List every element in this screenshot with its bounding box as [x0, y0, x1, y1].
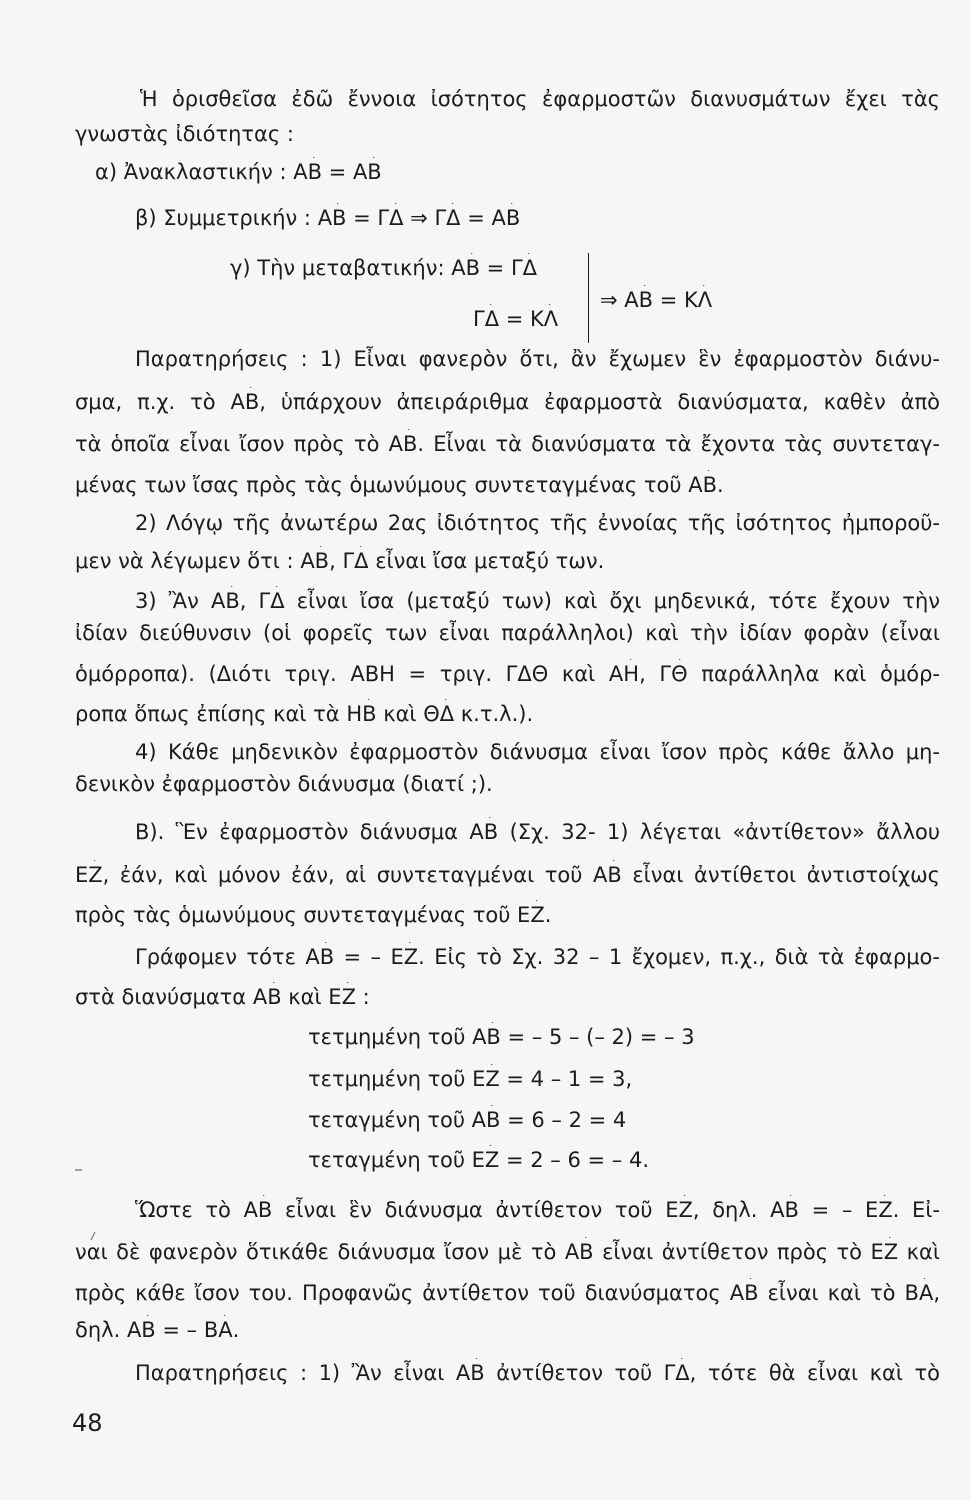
vector-symbol: ΚΛ: [530, 304, 558, 332]
text-line: 3) Ἂν AB, ΓΔ εἶναι ἴσα (μεταξύ των) καὶ ὄχι μηδενικά, τότε ἔχουν τὴν: [75, 586, 940, 614]
vector-symbol: ΓΔ: [473, 304, 499, 332]
text-line: τὰ ὁποῖα εἶναι ἴσον πρὸς τὸ AB. Εἶναι τὰ διανύσματα τὰ ἔχοντα τὰς συντεταγ-: [75, 429, 940, 457]
text-line: EZ, ἐάν, καὶ μόνον ἐάν, αἱ συντεταγμέναι τοῦ AB εἶναι ἀντίθετοι ἀντιστοίχως: [75, 860, 940, 888]
vector-symbol: AB: [305, 942, 334, 970]
text-line: σμα, π.χ. τὸ AB, ὑπάρχουν ἀπειράριθμα ἐφαρμοστὰ διανύσματα, καθὲν ἀπὸ: [75, 387, 940, 415]
text-line: πρὸς τὰς ὁμωνύμους συντεταγμένας τοῦ EZ.: [75, 900, 940, 928]
vector-symbol: ΓΔ: [342, 546, 368, 574]
vector-symbol: AB: [456, 1358, 485, 1386]
text-line: Παρατηρήσεις : 1) Εἶναι φανερὸν ὅτι, ἂν ἔχωμεν ἓν ἐφαρμοστὸν διάνυ-: [135, 347, 940, 371]
formula-line: τετμημένη τοῦ AB = – 5 – (– 2) = – 3: [308, 1022, 695, 1050]
text-line: πρὸς κάθε ἴσον του. Προφανῶς ἀντίθετον τοῦ διανύσματος AB εἶναι καὶ τὸ BA,: [75, 1278, 940, 1306]
vector-symbol: ΘΔ: [423, 699, 454, 727]
page-number: 48: [72, 1409, 103, 1437]
vector-symbol: AB: [389, 429, 418, 457]
vector-symbol: BA: [204, 1315, 233, 1343]
text-line: δηλ. AB = – BA.: [75, 1315, 940, 1343]
vector-symbol: EZ: [871, 1237, 899, 1265]
vector-symbol: HB: [346, 699, 376, 727]
vector-symbol: BA: [905, 1278, 934, 1306]
text-line: 4) Κάθε μηδενικὸν ἐφαρμοστὸν διάνυσμα εἶναι ἴσον πρὸς κάθε ἄλλο μη-: [135, 740, 940, 764]
vector-symbol: EZ: [865, 1195, 893, 1223]
property-symmetric: β) Συμμετρικήν : AB = ΓΔ ⇒ ΓΔ = AB: [75, 203, 520, 231]
vector-symbol: AB: [300, 546, 329, 574]
vector-symbol: AB: [472, 1105, 501, 1133]
transitive-premise: ΓΔ = ΚΛ: [473, 304, 558, 332]
text-line: γνωστὰς ἰδιότητας :: [75, 122, 294, 146]
vector-symbol: EZ: [75, 860, 103, 888]
vector-symbol: EZ: [390, 942, 418, 970]
formula-line: τεταγμένη τοῦ AB = 6 – 2 = 4: [308, 1105, 626, 1133]
text-line: Β). Ἓν ἐφαρμοστὸν διάνυσμα AB (Σχ. 32- 1) λέγεται «ἀντίθετον» ἄλλου: [75, 817, 940, 845]
text-line: Παρατηρήσεις : 1) Ἂν εἶναι AB ἀντίθετον τοῦ ΓΔ, τότε θὰ εἶναι καὶ τὸ: [75, 1358, 940, 1386]
text-line: στὰ διανύσματα AB καὶ EZ :: [75, 982, 940, 1010]
text-line: μένας των ἴσας πρὸς τὰς ὁμωνύμους συντεταγμένας τοῦ AB.: [75, 470, 940, 498]
vector-symbol: AB: [293, 157, 322, 185]
property-reflexive: α) Ἀνακλαστικήν : AB = AB: [75, 157, 382, 185]
vector-symbol: AB: [688, 470, 717, 498]
vector-symbol: EZ: [328, 982, 356, 1010]
property-transitive: γ) Τὴν μεταβατικήν: AB = ΓΔ: [75, 253, 537, 281]
vector-symbol: AB: [244, 1195, 273, 1223]
vector-symbol: ΓΔ: [511, 253, 537, 281]
vector-symbol: AB: [318, 203, 347, 231]
vector-symbol: AB: [491, 203, 520, 231]
vector-symbol: ΓΔ: [259, 586, 285, 614]
vector-symbol: AB: [127, 1315, 156, 1343]
formula-line: τετμημένη τοῦ EZ = 4 – 1 = 3,: [308, 1064, 632, 1092]
vector-symbol: AB: [565, 1237, 594, 1265]
vector-symbol: AB: [211, 586, 240, 614]
text-line: δενικὸν ἐφαρμοστὸν διάνυσμα (διατί ;).: [75, 772, 493, 796]
text-line: ἰδίαν διεύθυνσιν (οἱ φορεῖς των εἶναι παράλληλοι) καὶ τὴν ἰδίαν φορὰν (εἶναι: [75, 621, 940, 645]
vector-symbol: AB: [472, 1022, 501, 1050]
text-line: Ὥστε τὸ AB εἶναι ἓν διάνυσμα ἀντίθετον τοῦ EZ, δηλ. AB = – EZ. Εἰ-: [75, 1195, 940, 1223]
vector-symbol: AB: [730, 1278, 759, 1306]
vector-symbol: ΓΔ: [434, 203, 460, 231]
vector-symbol: ΚΛ: [684, 285, 712, 313]
vector-symbol: EZ: [517, 900, 545, 928]
vector-symbol: AB: [231, 387, 260, 415]
vector-symbol: AB: [353, 157, 382, 185]
brace-divider: [582, 253, 589, 343]
vector-symbol: AB: [624, 285, 653, 313]
text-line: Ἡ ὁρισθεῖσα ἐδῶ ἔννοια ἰσότητος ἐφαρμοστῶν διανυσμάτων ἔχει τὰς: [140, 87, 940, 111]
vector-symbol: AB: [253, 982, 282, 1010]
vector-symbol: ΓΔ: [377, 203, 403, 231]
vector-symbol: EZ: [665, 1195, 693, 1223]
vector-symbol: AH: [609, 659, 639, 687]
vector-symbol: AB: [593, 860, 622, 888]
vector-symbol: EZ: [472, 1064, 500, 1092]
vector-symbol: AB: [451, 253, 480, 281]
text-line: μεν νὰ λέγωμεν ὅτι : AB, ΓΔ εἶναι ἴσα μεταξύ των.: [75, 546, 940, 574]
text-line: Γράφομεν τότε AB = – EZ. Εἰς τὸ Σχ. 32 – 1 ἔχομεν, π.χ., διὰ τὰ ἐφαρμο-: [75, 942, 940, 970]
vector-symbol: ΓΘ: [659, 659, 687, 687]
vector-symbol: ΓΔ: [664, 1358, 690, 1386]
text-line: ροπα ὅπως ἐπίσης καὶ τὰ HB καὶ ΘΔ κ.τ.λ.).: [75, 699, 940, 727]
vector-symbol: AB: [469, 817, 498, 845]
formula-line: τεταγμένη τοῦ EZ = 2 – 6 = – 4.: [308, 1145, 649, 1173]
vector-symbol: EZ: [472, 1145, 500, 1173]
transitive-conclusion: ⇒ AB = ΚΛ: [600, 285, 712, 313]
vector-symbol: AB: [770, 1195, 799, 1223]
text-line: ὁμόρροπα). (Διότι τριγ. ΑΒΗ = τριγ. ΓΔΘ καὶ AH, ΓΘ παράλληλα καὶ ὁμόρ-: [75, 659, 940, 687]
text-line: ναι δὲ φανερὸν ὅτικάθε διάνυσμα ἴσον μὲ τὸ AB εἶναι ἀντίθετον πρὸς τὸ EZ καὶ: [75, 1237, 940, 1265]
text-line: 2) Λόγῳ τῆς ἀνωτέρω 2ας ἰδιότητος τῆς ἐννοίας τῆς ἰσότητος ἠμποροῦ-: [135, 511, 940, 535]
